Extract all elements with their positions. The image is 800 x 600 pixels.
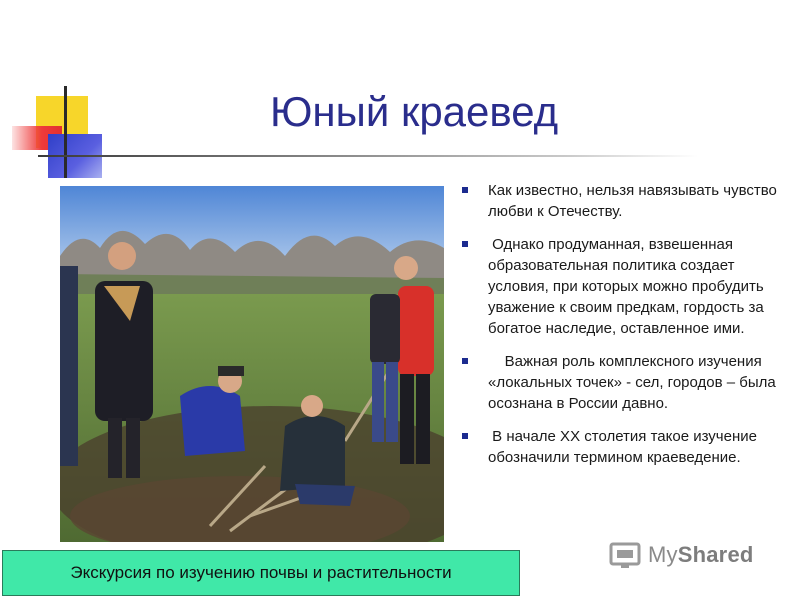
- slide-title: Юный краевед: [270, 88, 559, 135]
- list-item: [460, 351, 780, 414]
- bullet-list: [460, 180, 780, 480]
- bullet-text: В начале XX столетия такое изучение обозначили термином краеведение.: [488, 428, 762, 466]
- bullet-text: Однако продуманная, взвешенная образовательная политика создает условия, при которых можно пробудить уважение к своим предкам, гордость за богатое наследие, оставленное ими.: [488, 236, 768, 337]
- list-item: [460, 180, 780, 222]
- excursion-photo: [60, 186, 444, 542]
- photo-caption-box: [2, 550, 520, 596]
- square-bullet-icon: [462, 241, 468, 247]
- decor-vertical-line: [64, 86, 67, 178]
- bullet-text: Важная роль комплексного изучения «локальных точек» - сел, городов – была осознана в России давно.: [488, 353, 780, 412]
- photo-caption: Экскурсия по изучению почвы и растительности: [70, 563, 452, 582]
- square-bullet-icon: [462, 187, 468, 193]
- square-bullet-icon: [462, 433, 468, 439]
- myshared-logo-icon: [608, 538, 642, 572]
- myshared-watermark: [608, 536, 788, 574]
- title-underline: [38, 155, 698, 157]
- list-item: [460, 426, 780, 468]
- watermark-text: MyShared: [648, 542, 754, 567]
- square-bullet-icon: [462, 358, 468, 364]
- list-item: [460, 234, 780, 339]
- bullet-text: Как известно, нельзя навязывать чувство любви к Отечеству.: [488, 182, 777, 220]
